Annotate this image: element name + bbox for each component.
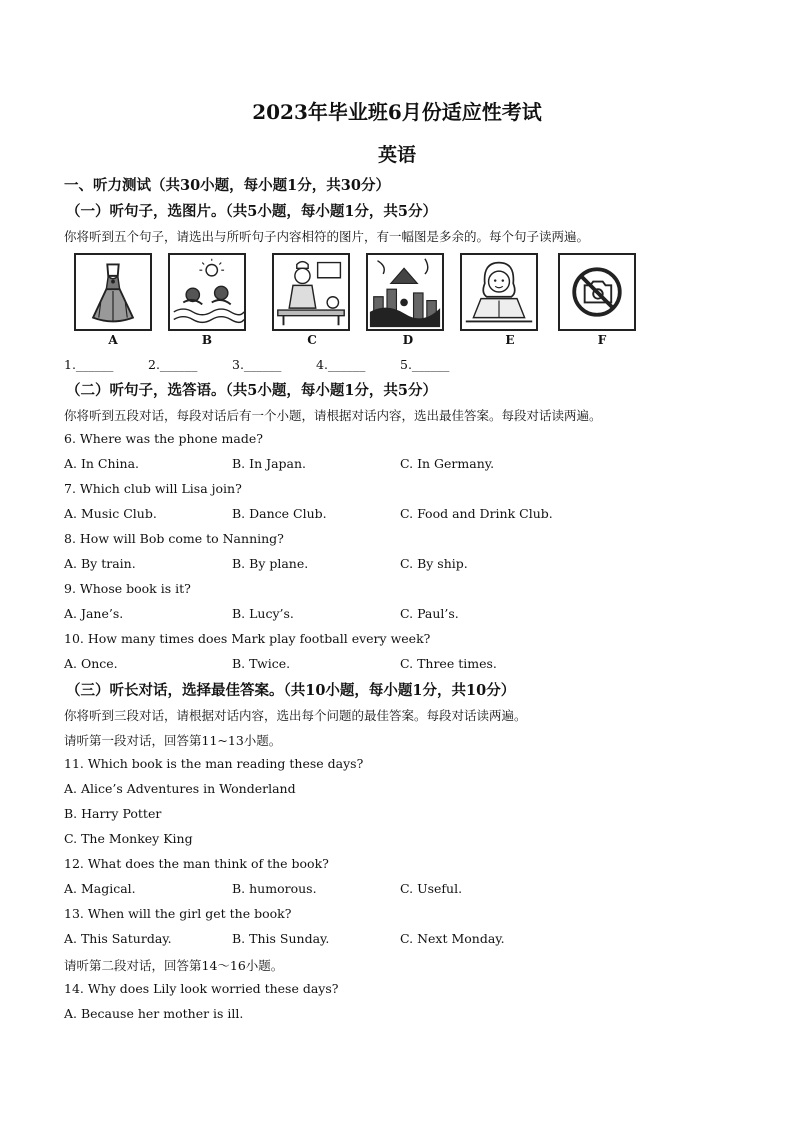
q11-option-c[interactable]: C. The Monkey King [64,831,193,846]
picture-d-label: D [402,333,414,347]
sub1-heading: （一）听句子，选图片。（共5小题，每小题1分，共5分） [66,203,438,220]
q10-option-b[interactable]: B. Twice. [232,656,291,671]
sub2-instruction: 你将听到五段对话，每段对话后有一个小题，请根据对话内容，选出最佳答案。每段对话读两遍。 [64,408,602,423]
picture-b [168,253,246,331]
q13-option-b[interactable]: B. This Sunday. [232,931,330,946]
picture-e [460,253,538,331]
q9-option-c[interactable]: C. Paul’s. [400,606,459,621]
picture-a [74,253,152,331]
q7-option-a[interactable]: A. Music Club. [64,506,157,521]
q10-option-c[interactable]: C. Three times. [400,656,497,671]
dialog2-note: 请听第二段对话，回答第14～16小题。 [64,958,284,973]
sub1-instruction: 你将听到五个句子，请选出与所听句子内容相符的图片，有一幅图是多余的。每个句子读两遍。 [64,229,590,244]
q9-option-a[interactable]: A. Jane’s. [64,606,124,621]
picture-c-label: C [307,333,317,347]
dress-icon [76,255,150,329]
q8-option-c[interactable]: C. By ship. [400,556,468,571]
picture-f-label: F [597,333,607,347]
q12-option-a[interactable]: A. Magical. [64,881,136,896]
q12-option-b[interactable]: B. humorous. [232,881,317,896]
q6-option-c[interactable]: C. In Germany. [400,456,495,471]
girl-reading-icon [462,255,536,329]
question-8: 8. How will Bob come to Nanning? [64,531,284,546]
q8-option-a[interactable]: A. By train. [64,556,136,571]
question-13: 13. When will the girl get the book? [64,906,292,921]
answer-blank-5[interactable]: 5.______ [400,357,450,372]
sub2-heading: （二）听句子，选答语。（共5小题，每小题1分，共5分） [66,382,438,399]
dialog1-note: 请听第一段对话，回答第11~13小题。 [64,733,282,748]
picture-e-label: E [505,333,515,347]
sub3-heading: （三）听长对话，选择最佳答案。（共10小题，每小题1分，共10分） [66,682,516,699]
exam-title: 2023年毕业班6月份适应性考试 [252,100,542,124]
q12-option-c[interactable]: C. Useful. [400,881,463,896]
q8-option-b[interactable]: B. By plane. [232,556,309,571]
sub3-instruction: 你将听到三段对话，请根据对话内容，选出每个问题的最佳答案。每段对话读两遍。 [64,708,527,723]
subject-title: 英语 [377,144,416,166]
q7-option-c[interactable]: C. Food and Drink Club. [400,506,553,521]
question-12: 12. What does the man think of the book? [64,856,329,871]
picture-f [558,253,636,331]
answer-blank-2[interactable]: 2.______ [148,357,198,372]
question-14: 14. Why does Lily look worried these days? [64,981,339,996]
picture-d [366,253,444,331]
question-9: 9. Whose book is it? [64,581,191,596]
picture-c [272,253,350,331]
nurse-patient-icon [274,255,348,329]
part1-heading: 一、听力测试（共30小题，每小题1分，共30分） [64,177,390,194]
q14-option-a[interactable]: A. Because her mother is ill. [64,1006,244,1021]
answer-blank-4[interactable]: 4.______ [316,357,366,372]
q7-option-b[interactable]: B. Dance Club. [232,506,327,521]
q6-option-b[interactable]: B. In Japan. [232,456,307,471]
answer-blank-3[interactable]: 3.______ [232,357,282,372]
no-camera-icon [560,255,634,329]
picture-a-label: A [108,333,118,347]
swimming-kids-icon [170,255,244,329]
question-11: 11. Which book is the man reading these days? [64,756,364,771]
q11-option-a[interactable]: A. Alice’s Adventures in Wonderland [64,781,296,796]
volcano-city-icon [368,255,442,329]
q11-option-b[interactable]: B. Harry Potter [64,806,162,821]
q6-option-a[interactable]: A. In China. [64,456,140,471]
answer-blank-1[interactable]: 1.______ [64,357,114,372]
question-6: 6. Where was the phone made? [64,431,263,446]
question-10: 10. How many times does Mark play football every week? [64,631,431,646]
q13-option-a[interactable]: A. This Saturday. [64,931,172,946]
q9-option-b[interactable]: B. Lucy’s. [232,606,294,621]
q10-option-a[interactable]: A. Once. [64,656,118,671]
question-7: 7. Which club will Lisa join? [64,481,242,496]
picture-b-label: B [201,333,213,347]
q13-option-c[interactable]: C. Next Monday. [400,931,505,946]
